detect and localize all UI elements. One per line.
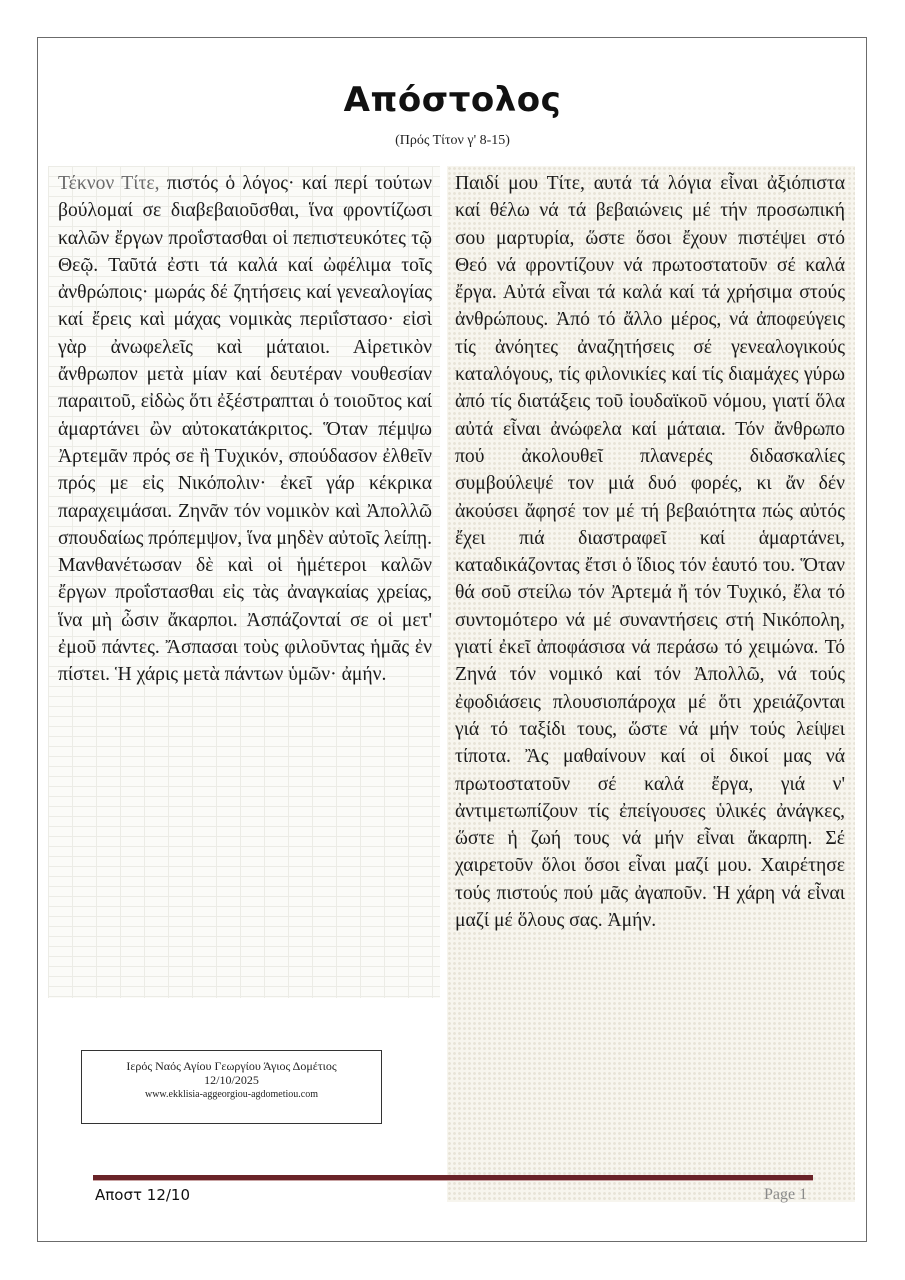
translation-text-body: Παιδί μου Τίτε, αυτά τά λόγια εἶναι ἀξιόπιστα καί θέλω νά τά βεβαιώνεις μέ τήν προσωπική σου μαρτυρία, ὥστε ὅσοι ἔχουν πιστέψει στό Θεό νά φροντίζουν νά πρωτοστατοῦν σέ καλά ἔργα. Αὐτά εἶναι τά καλά καί τά χρήσιμα στούς ἀνθρώπους. Ἀπό τό ἄλλο μέρος, νά ἀποφεύγεις τίς ἀνόητες ἀναζητήσεις σέ γενεαλογικούς καταλόγους, τίς φιλονικίες καί τίς διαμάχες γύρω ἀπό τίς διατάξεις τοῦ ἰουδαϊκοῦ νόμου, γιατί ὅλα αὐτά εἶναι ἀνώφελα καί μάταια. Τόν ἄνθρωπο πού ἀκολουθεῖ πλανερές διδασκαλίες συμβούλεψέ τον μιά δυό φορές, κι ἄν δέν ἀκούσει ἄφησέ τον μέ τή βεβαιότητα πώς αὐτός ἔχει πιά διαστραφεῖ καί ἁμαρτάνει, καταδικάζοντας ἔτσι ὁ ἴδιος τόν ἑαυτό του. Ὅταν θά σοῦ στείλω τόν Ἀρτεμά ἤ τόν Τυχικό, ἔλα τό συντομότερο νά μέ συναντήσεις στή Νικόπολη, γιατί ἐκεῖ ἀποφάσισα νά περάσω τό χειμώνα. Τό Ζηνά τόν νομικό καί τόν Ἀπολλῶ, νά τούς ἐφοδιάσεις πλουσιοπάροχα μέ ὅτι χρειάζονται γιά τό ταξίδι τους, ὥστε νά μήν τούς λείψει τίποτα. Ἂς μαθαίνουν καί οἱ δικοί μας νά πρωτοστατοῦν σέ καλά ἔργα, γιά ν' ἀντιμετωπίζουν τίς ἐπείγουσες ὑλικές ἀνάγκες, ὥστε ἡ ζωή τους νά μήν εἶναι ἄκαρπη. Σέ χαιρετοῦν ὅλοι ὅσοι εἶναι μαζί μου. Χαιρέτησε τούς πιστούς πού μᾶς ἀγαποῦν. Ἡ χάρη νά εἶναι μαζί μέ ὅλους σας. Ἀμήν. <box>455 173 845 932</box>
translation-text-column <box>447 166 855 1202</box>
scripture-reference: (Πρός Τίτον γ' 8-15) <box>395 133 510 148</box>
original-text-body: πιστός ὁ λόγος· καί περί τούτων βούλομαί σε διαβεβαιοῦσθαι, ἵνα φροντίζωσι καλῶν ἔργων προΐστασθαι οἱ πεπιστευκότες τῷ Θεῷ. Ταῦτά ἐστι τά καλά καί ὠφέλιμα τοῖς ἀνθρώποις· μωράς δέ ζητήσεις καί γενεαλογίας καί ἔρεις καὶ μάχας νομικὰς περιΐστασο· εἰσὶ γὰρ ἀνωφελεῖς καὶ μάταιοι. Αἱρετικὸν ἄνθρωπον μετὰ μίαν καί δευτέραν νουθεσίαν παραιτοῦ, εἰδὼς ὅτι ἐξέστραπται ὁ τοιοῦτος καί ἁμαρτάνει ὢν αὐτοκατάκριτος. Ὅταν πέμψω Ἀρτεμᾶν πρός σε ἢ Τυχικόν, σπούδασον ἐλθεῖν πρός με εἰς Νικόπολιν· ἐκεῖ γάρ κέκρικα παραχειμάσαι. Ζηνᾶν τόν νομικὸν καὶ Ἀπολλῶ σπουδαίως πρόπεμψον, ἵνα μηδὲν αὐτοῖς λείπῃ. Μανθανέτωσαν δὲ καὶ οἱ ἡμέτεροι καλῶν ἔργων προΐστασθαι εἰς τὰς ἀναγκαίας χρείας, ἵνα μὴ ὦσιν ἄκαρποι. Ἀσπάζονταί σε οἱ μετ' ἐμοῦ πάντες. Ἄσπασαι τοὺς φιλοῦντας ἡμᾶς ἐν πίστει. Ἡ χάρις μετὰ πάντων ὑμῶν· ἀμήν. <box>58 173 432 686</box>
original-text-column <box>48 166 440 998</box>
footer-divider <box>93 1175 813 1181</box>
church-info-box <box>81 1050 382 1124</box>
original-text-lead: Τέκνον Τίτε, <box>58 173 167 194</box>
page-title: Απόστολος <box>343 80 562 120</box>
page-number: Page 1 <box>764 1186 808 1203</box>
church-name: Ιερός Ναός Αγίου Γεωργίου Άγιος Δομέτιος <box>126 1059 337 1073</box>
church-date: 12/10/2025 <box>204 1073 259 1087</box>
footer-doc-label: Αποστ 12/10 <box>95 1186 191 1204</box>
church-website: www.ekklisia-aggeorgiou-agdometiou.com <box>144 1089 318 1100</box>
